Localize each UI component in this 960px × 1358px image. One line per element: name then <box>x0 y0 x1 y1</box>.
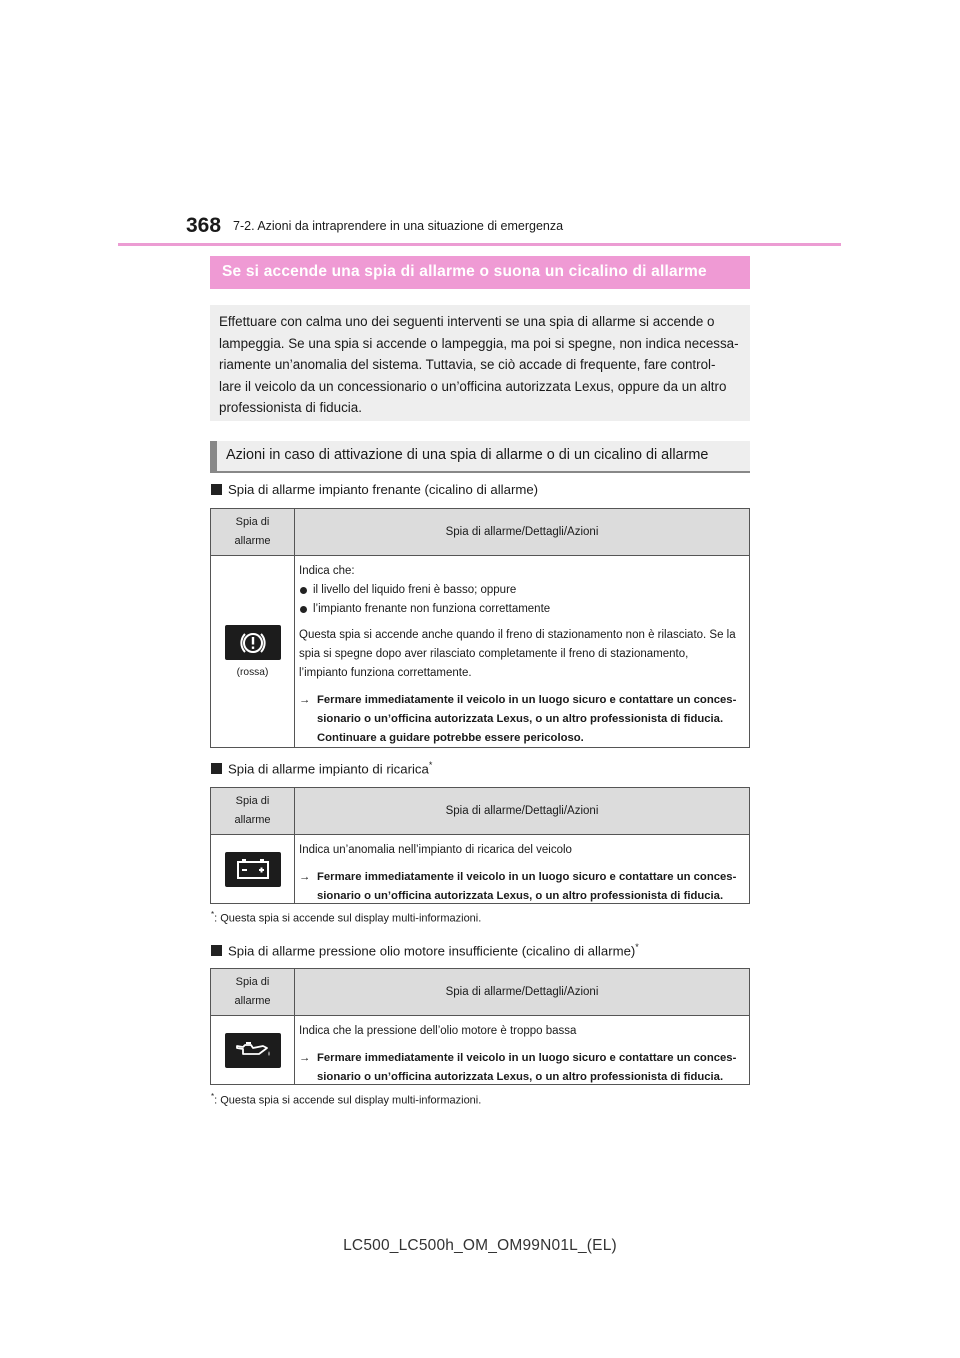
intro-line: professionista di fiducia. <box>219 400 362 416</box>
header-divider <box>118 243 841 246</box>
table-row <box>211 556 749 747</box>
oil-can-icon <box>225 1033 281 1068</box>
battery-icon <box>225 852 281 887</box>
list-item: il livello del liquido freni è basso; oppure <box>299 581 745 600</box>
oil-pressure-warning-table <box>210 968 750 1085</box>
arrow-icon: → <box>299 694 311 706</box>
light-cell <box>211 1016 295 1084</box>
brake-warning-icon <box>225 625 281 660</box>
note-paragraph: Questa spia si accende anche quando il freno di stazionamento non è rilasciato. Se la spia si spegne dopo aver rilasciato completamente il freno di stazionamento, l’impianto funziona correttamente. <box>299 629 736 679</box>
intro-line: riamente un’anomalia del sistema. Tuttavia, se ciò accade di frequente, fare control- <box>219 357 716 373</box>
intro-line: lare il veicolo da un concessionario o un’officina autorizzata Lexus, oppure da un altro <box>219 378 727 394</box>
table-header-row <box>211 509 749 556</box>
footnote: *: Questa spia si accende sul display multi-informazioni. <box>211 1092 482 1107</box>
details-cell: Indica un’anomalia nell’impianto di ricarica del veicolo → Fermare immediatamente il veicolo in un luogo sicuro e contattare un conces- sionario o un’officina autorizzata Lexus, o un altro professionista di fiducia. <box>295 835 749 903</box>
intro-line: Effettuare con calma uno dei seguenti interventi se una spia di allarme si accende o <box>219 314 715 329</box>
square-bullet-icon <box>211 763 222 774</box>
oil-pressure-warning-heading: Spia di allarme pressione olio motore insufficiente (cicalino di allarme)* <box>211 942 639 958</box>
table-header-row <box>211 788 749 835</box>
bullet-icon <box>300 587 307 594</box>
icon-caption: (rossa) <box>236 667 269 678</box>
header-cell-light: Spia di allarme <box>211 788 295 834</box>
subsection-divider <box>210 471 750 473</box>
topic-banner: Se si accende una spia di allarme o suona un cicalino di allarme <box>210 256 750 289</box>
header-cell-details: Spia di allarme/Dettagli/Azioni <box>445 805 599 817</box>
brake-warning-heading: Spia di allarme impianto frenante (cicalino di allarme) <box>211 482 538 497</box>
bullet-icon <box>300 606 307 613</box>
subsection-header: Azioni in caso di attivazione di una spia di allarme o di un cicalino di allarme <box>210 441 750 471</box>
action-instruction: → Fermare immediatamente il veicolo in un luogo sicuro e contattare un conces- sionario o un’officina autorizzata Lexus, o un altro professionista di fiducia. <box>299 1049 745 1087</box>
intro-line: lampeggia. Se una spia si accende o lampeggia, ma poi si spegne, non indica necessa- <box>219 335 739 351</box>
footnote: *: Questa spia si accende sul display multi-informazioni. <box>211 910 482 925</box>
action-instruction: → Fermare immediatamente il veicolo in un luogo sicuro e contattare un conces- sionario o un’officina autorizzata Lexus, o un altro professionista di fiducia. Continuare a guidare potrebbe essere pericoloso. <box>299 691 745 748</box>
light-cell <box>211 835 295 903</box>
square-bullet-icon <box>211 484 222 495</box>
arrow-icon: → <box>299 871 311 883</box>
action-instruction: → Fermare immediatamente il veicolo in un luogo sicuro e contattare un conces- sionario o un’officina autorizzata Lexus, o un altro professionista di fiducia. <box>299 868 745 906</box>
table-header-row <box>211 969 749 1016</box>
intro-box <box>210 305 750 421</box>
details-cell: Indica che la pressione dell’olio motore è troppo bassa → Fermare immediatamente il veicolo in un luogo sicuro e contattare un conces- sionario o un’officina autorizzata Lexus, o un altro professionista di fiducia. <box>295 1016 749 1084</box>
arrow-icon: → <box>299 1052 311 1064</box>
light-cell <box>211 556 295 747</box>
table-row <box>211 835 749 903</box>
document-code: LC500_LC500h_OM_OM99N01L_(EL) <box>343 1237 617 1254</box>
list-item: l’impianto frenante non funziona correttamente <box>299 600 745 619</box>
section-title: 7-2. Azioni da intraprendere in una situazione di emergenza <box>233 219 564 233</box>
charging-warning-heading: Spia di allarme impianto di ricarica* <box>211 760 432 776</box>
page-number: 368 <box>186 214 222 237</box>
charging-warning-table <box>210 787 750 904</box>
table-row <box>211 1016 749 1084</box>
details-cell: Indica che: il livello del liquido freni è basso; oppure l’impianto frenante non funziona correttamente Questa spia si accende anche quando il freno di stazionamento non è rilasciato. Se la spia si spegne dopo aver rilasciato completamente il freno di stazionamento, l’impianto funziona correttamente. → Fermare immediatamente il veicolo in un luogo sicuro e contattare un conces- sionario o un’officina autorizzata Lexus, o un altro professionista di fiducia. Continuare a guidare potrebbe essere pericoloso. <box>295 556 749 747</box>
header-cell-light: Spia di allarme <box>211 969 295 1015</box>
header-cell-details: Spia di allarme/Dettagli/Azioni <box>445 986 599 998</box>
header-cell-details: Spia di allarme/Dettagli/Azioni <box>445 526 599 538</box>
square-bullet-icon <box>211 945 222 956</box>
header-cell-light: Spia di allarme <box>211 509 295 555</box>
brake-warning-table <box>210 508 750 748</box>
